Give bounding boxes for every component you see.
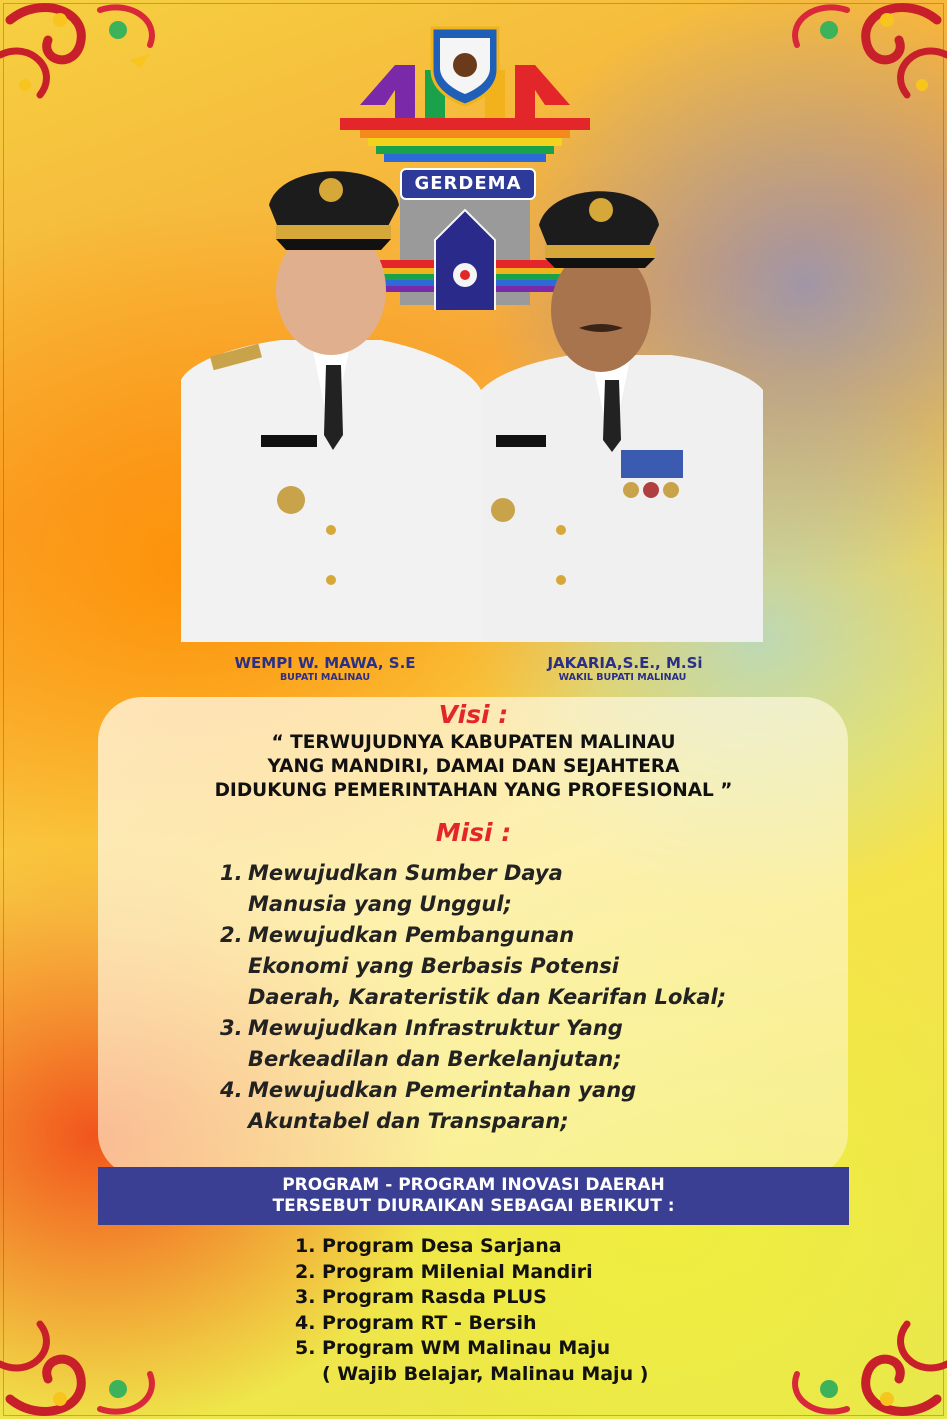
misi-line: Mewujudkan Infrastruktur Yang [248, 1016, 623, 1040]
officials-photo [181, 150, 763, 642]
program-banner-line: TERSEBUT DIURAIKAN SEBAGAI BERIKUT : [272, 1196, 675, 1216]
program-banner-line: PROGRAM - PROGRAM INOVASI DAERAH [282, 1175, 665, 1195]
program-item-subtitle: ( Wajib Belajar, Malinau Maju ) [322, 1362, 649, 1385]
misi-line: Mewujudkan Pembangunan [248, 923, 575, 947]
misi-line: Daerah, Karateristik dan Kearifan Lokal; [248, 985, 727, 1009]
misi-item [220, 1075, 780, 1137]
official-2-name: JAKARIA,S.E., M.Si [547, 654, 703, 672]
gerdema-label: GERDEMA [400, 168, 536, 200]
visi-line: “ TERWUJUDNYA KABUPATEN MALINAU [271, 732, 676, 753]
program-item: 3. Program Rasda PLUS [295, 1286, 547, 1308]
official-1-role: BUPATI MALINAU [279, 672, 371, 683]
program-item: 2. Program Milenial Mandiri [295, 1260, 593, 1283]
program-item: 1. Program Desa Sarjana [295, 1235, 562, 1257]
visi-line: DIDUKUNG PEMERINTAHAN YANG PROFESIONAL ” [214, 780, 733, 801]
misi-number: 1. [220, 861, 243, 885]
visi-title: Visi : [438, 700, 509, 729]
misi-line: Ekonomi yang Berbasis Potensi [248, 954, 619, 978]
misi-number: 2. [220, 923, 243, 947]
misi-line: Mewujudkan Pemerintahan yang [248, 1078, 637, 1102]
misi-line: Mewujudkan Sumber Daya [248, 861, 563, 885]
misi-line: Berkeadilan dan Berkelanjutan; [248, 1047, 622, 1071]
misi-number: 3. [220, 1016, 243, 1040]
visi-text [0, 731, 947, 803]
corner-ornament-bottom-left [0, 1279, 170, 1419]
misi-line: Manusia yang Unggul; [248, 892, 512, 916]
program-item: 4. Program RT - Bersih [295, 1311, 537, 1334]
misi-number: 4. [220, 1078, 243, 1102]
misi-title: Misi : [435, 818, 512, 847]
corner-ornament-top-left [0, 0, 170, 140]
official-2-role: WAKIL BUPATI MALINAU [558, 672, 687, 683]
corner-ornament-top-right [777, 0, 947, 140]
misi-item [220, 858, 780, 920]
corner-ornament-bottom-right [777, 1279, 947, 1419]
program-banner [98, 1167, 849, 1225]
program-list [295, 1234, 715, 1387]
visi-line: YANG MANDIRI, DAMAI DAN SEJAHTERA [267, 756, 680, 777]
misi-item [220, 920, 780, 1013]
misi-item [220, 1013, 780, 1075]
official-1-name: WEMPI W. MAWA, S.E [234, 654, 416, 672]
program-item: 5. Program WM Malinau Maju [295, 1337, 611, 1359]
misi-line: Akuntabel dan Transparan; [248, 1109, 569, 1133]
misi-list [220, 858, 780, 1137]
